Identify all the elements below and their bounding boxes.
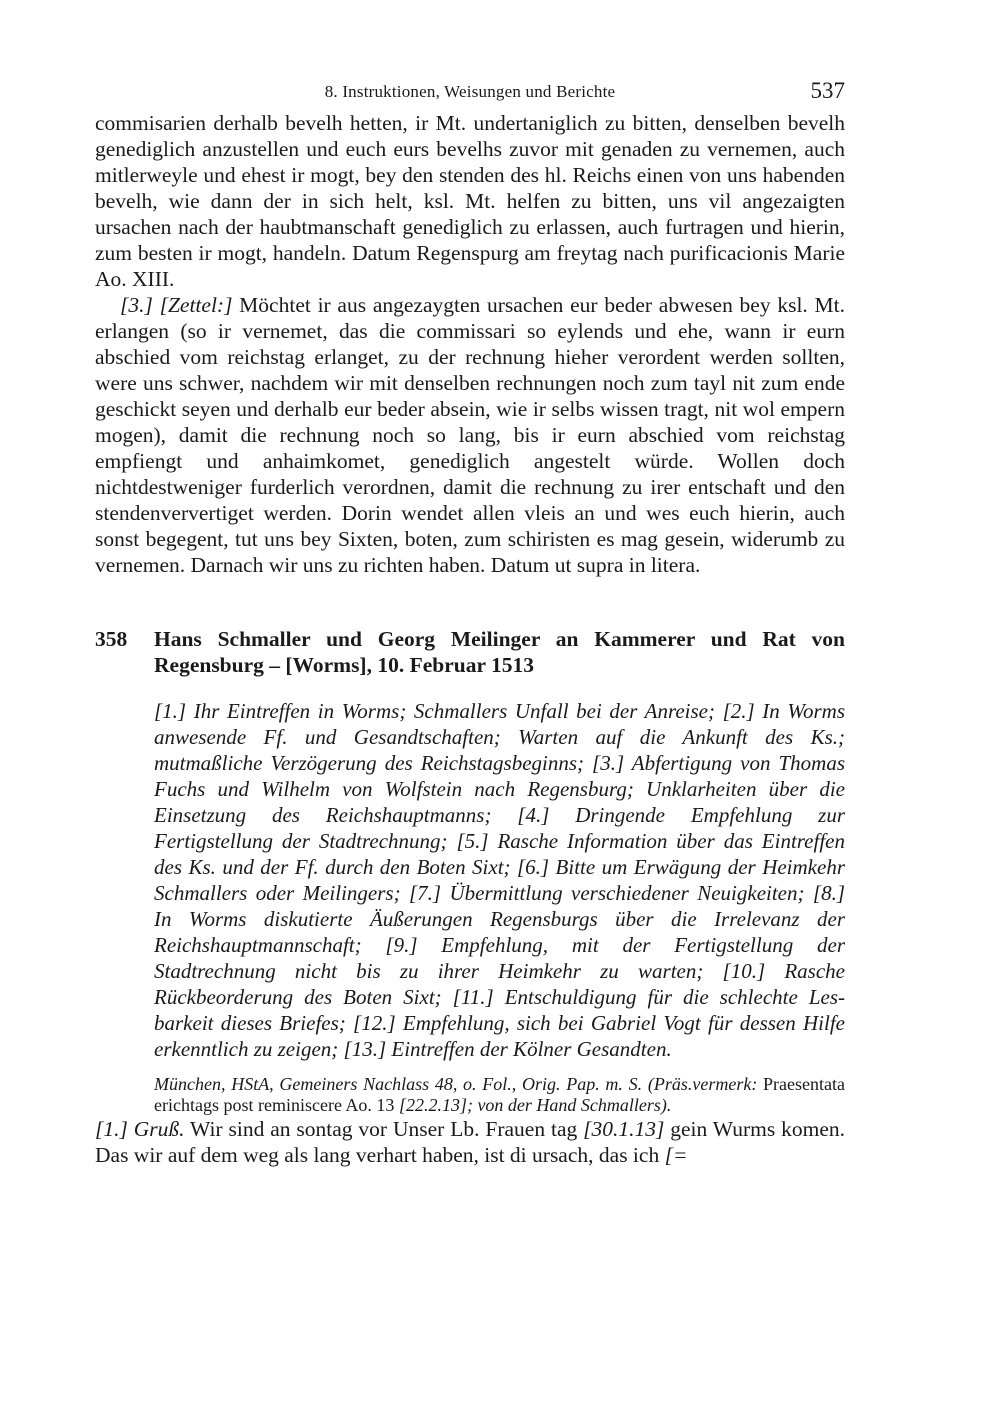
source-endorsement: Praesentata erichtags post reminiscere Ao. 13 xyxy=(154,1074,845,1115)
document-title: Hans Schmaller und Georg Meilinger an Kammerer und Rat von Regensburg – [Worms], 10. Februar 1513 xyxy=(154,627,845,677)
letter-text-segment: Wir sind an sontag vor Unser Lb. Frauen tag xyxy=(184,1117,584,1141)
document-regest: [1.] Ihr Eintreffen in Worms; Schmallers Unfall bei der Anreise; [2.] In Worms anwesende Ff. und Gesandtschaften; Warten auf die Ankunft des Ks.; mutmaßliche Verzögerung des Reichstagsbeginns; [3.] Abfertigung von Thomas Fuchs und Wilhelm von Wolfstein nach Regensburg; Unklarheiten über die Einsetzung des Reichshauptmanns; [4.] Dringende Empfehlung zur Fertigstellung der Stadtrechnung; [5.] Rasche Information über das Eintreffen des Ks. und der Ff. durch den Boten Sixt; [6.] Bitte um Erwägung der Heimkehr Schmallers oder Meilingers; [7.] Übermittlung verschiedener Neuigkeiten; [8.] In Worms diskutierte Äußerungen Regensburgs über die Irrelevanz der Reichshauptmannschaft; [9.] Empfehlung, mit der Fertigstellung der Stadtrechnung nicht bis zu ihrer Heimkehr zu warten; [10.] Rasche Rückbeorderung des Boten Sixt; [11.] Entschuldigung für die schlechte Lesbarkeit dieses Briefes; [12.] Empfehlung, sich bei Gabriel Vogt für dessen Hilfe erkenntlich zu zeigen; [13.] Eintreffen der Kölner Gesandten. xyxy=(154,699,845,1061)
letter-text-segment: gein Wurms komen. Das wir auf dem weg als lang verhart haben, ist di ursach, das ich xyxy=(95,1117,845,1167)
letter-date-annotation: [30.1.13] xyxy=(583,1117,665,1141)
paragraph-continuation: commisarien derhalb bevelh hetten, ir Mt. undertaniglich zu bitten, denselben bevelh genediglich anzustellen und euch eurs bevelhs zuvor mit genaden zu vernemen, auch mitlerweyle und ehest ir mogt, bey den stenden des hl. Reichs einen von uns habenden bevelh, wie dann der in sich helt, ksl. Mt. helfen zu bitten, uns vil angezaigten ursachen nach der haubtmanschaft genediglich zu erlassen, auch furtragen und hierin, zum besten ir mogt, handeln. Datum Regenspurg am freytag nach purificacionis Marie Ao. XIII. xyxy=(95,111,845,291)
running-head-title: 8. Instruktionen, Weisungen und Berichte xyxy=(324,82,616,101)
letter-text xyxy=(95,1116,845,1168)
document-page xyxy=(95,78,845,1168)
running-header xyxy=(95,78,845,110)
source-note xyxy=(154,1074,845,1116)
document-number: 358 xyxy=(95,627,128,651)
paragraph-zettel xyxy=(95,292,845,578)
page-number: 537 xyxy=(810,78,845,103)
paragraph-text: Möchtet ir aus angezaygten ursachen eur beder abwesen bey ksl. Mt. erlangen (so ir vernemet, das die commissari so eylends und ehe, wann ir eurn abschied vom reichstag erlanget, zu der rechnung hieher verordent werden sollten, were uns schwer, nachdem wir mit denselben rechnungen noch zum tayl nit zum ende geschickt seyen und derhalb eur beder absein, wie ir selbs wissen tragt, nit wol empern mogen), damit die rechnung noch so lang, bis ir eurn abschied vom reichstag empfiengt und anhaimkomet, genediglich angestelt würde. Wollen doch nichtdestweniger furderlich verordnen, damit die rechnung zu irer entschaft und den stendenververtiget werden. Dorin wendet allen vleis an und wes euch hierin, auch sonst begegent, tut uns bey Sixten, boten, zum schiristen es mag gesein, widerumb zu vernemen. Darnach wir uns zu richten haben. Datum ut supra in litera. xyxy=(95,293,845,577)
letter-editorial-mark: [= xyxy=(664,1143,688,1167)
source-archive: München, HStA, Gemeiners Nachlass 48, o. Fol., Orig. Pap. m. S. (Präs.vermerk: xyxy=(154,1074,758,1094)
source-date-hand: [22.2.13]; von der Hand Schmallers). xyxy=(398,1095,672,1115)
paragraph-label: [3.] [Zettel:] xyxy=(120,293,233,317)
letter-section-label: [1.] Gruß. xyxy=(95,1117,185,1141)
document-heading xyxy=(95,626,845,678)
